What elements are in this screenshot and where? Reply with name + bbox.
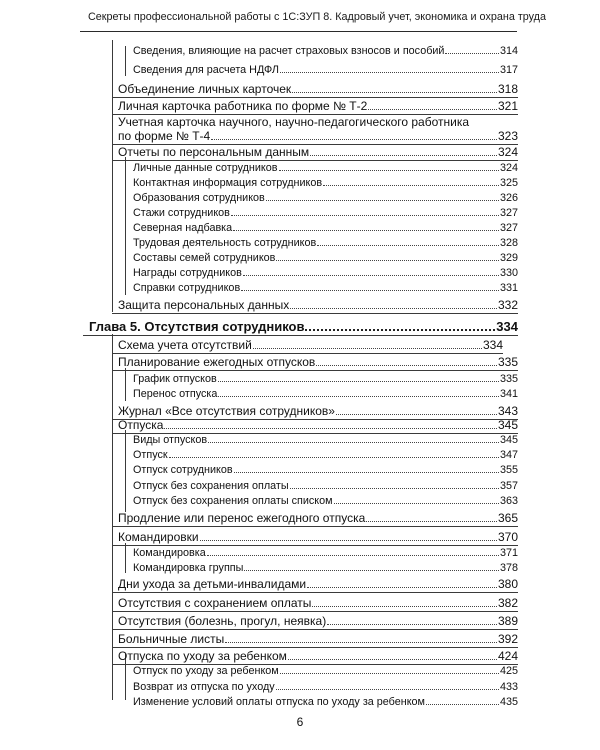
toc-entry-page: 326 bbox=[499, 192, 518, 204]
entry-underline bbox=[112, 592, 518, 593]
toc-entry[interactable] bbox=[133, 207, 518, 219]
toc-entry-title: Награды сотрудников bbox=[133, 267, 242, 279]
toc-entry-title: Больничные листы bbox=[118, 632, 225, 646]
toc-entry-page: 425 bbox=[499, 665, 518, 677]
toc-entry-page: 324 bbox=[497, 145, 518, 159]
dot-leader bbox=[243, 275, 499, 276]
toc-entry-page: 321 bbox=[497, 99, 518, 113]
dot-leader bbox=[208, 442, 499, 443]
toc-entry-title: Справки сотрудников bbox=[133, 282, 241, 294]
toc-entry[interactable] bbox=[133, 192, 518, 204]
dot-leader bbox=[234, 472, 499, 473]
dot-leader bbox=[233, 230, 499, 231]
dot-leader bbox=[211, 139, 497, 140]
subsection-bracket-line bbox=[125, 543, 126, 573]
dot-leader bbox=[169, 457, 499, 458]
toc-entry-page: 424 bbox=[497, 649, 518, 663]
toc-entry[interactable] bbox=[118, 298, 518, 312]
toc-entry[interactable] bbox=[118, 99, 518, 113]
toc-entry-title: Планирование ежегодных отпусков bbox=[118, 355, 316, 369]
toc-entry[interactable] bbox=[133, 434, 518, 446]
dot-leader bbox=[327, 624, 497, 625]
dot-leader bbox=[253, 348, 482, 349]
toc-entry-title-continued: по форме № Т-4 bbox=[118, 129, 211, 143]
toc-entry-page: 433 bbox=[499, 681, 518, 693]
toc-entry-title: Продление или перенос ежегодного отпуска bbox=[118, 511, 366, 525]
toc-entry[interactable] bbox=[133, 282, 518, 294]
toc-entry-page: 335 bbox=[499, 373, 518, 385]
dot-leader bbox=[231, 215, 499, 216]
toc-entry-page: 355 bbox=[499, 464, 518, 476]
entry-underline bbox=[112, 629, 518, 630]
subsection-bracket-line bbox=[125, 46, 126, 76]
toc-entry[interactable] bbox=[133, 373, 518, 385]
toc-entry[interactable] bbox=[133, 177, 518, 189]
dot-leader bbox=[218, 396, 499, 397]
toc-entry-page: 365 bbox=[497, 511, 518, 525]
chapter-heading[interactable] bbox=[89, 319, 518, 334]
toc-entry[interactable] bbox=[118, 511, 518, 525]
toc-entry-title: Трудовая деятельность сотрудников bbox=[133, 237, 317, 249]
entry-underline bbox=[112, 97, 518, 98]
toc-entry-page: 331 bbox=[499, 282, 518, 294]
toc-entry-title: Северная надбавка bbox=[133, 222, 233, 234]
subsection-bracket-line bbox=[125, 157, 126, 295]
toc-entry-title: Отпуск без сохранения оплаты списком bbox=[133, 495, 333, 507]
toc-entry[interactable] bbox=[118, 145, 518, 159]
toc-entry[interactable] bbox=[133, 665, 518, 677]
toc-entry-title: Отпуск сотрудников bbox=[133, 464, 233, 476]
toc-entry-page: 327 bbox=[499, 222, 518, 234]
toc-entry-page: 435 bbox=[499, 696, 518, 708]
toc-entry-title: Отпуск без сохранения оплаты bbox=[133, 480, 289, 492]
running-header: Секреты профессиональной работы с 1С:ЗУП 8. Кадровый учет, экономика и охрана труда bbox=[88, 11, 546, 23]
entry-underline bbox=[112, 313, 518, 314]
toc-entry-page: 345 bbox=[499, 434, 518, 446]
dot-leader bbox=[290, 308, 497, 309]
toc-entry-page: 318 bbox=[497, 82, 518, 96]
toc-entry-title: Отпуск по уходу за ребенком bbox=[133, 665, 279, 677]
toc-entry[interactable] bbox=[133, 388, 518, 400]
toc-entry-page: 347 bbox=[499, 449, 518, 461]
dot-leader bbox=[244, 570, 499, 571]
toc-entry-title: Отсутствия с сохранением оплаты bbox=[118, 596, 312, 610]
entry-underline bbox=[112, 353, 503, 354]
toc-entry[interactable] bbox=[133, 222, 518, 234]
dot-leader bbox=[366, 521, 497, 522]
toc-entry-page: 327 bbox=[499, 207, 518, 219]
dot-leader bbox=[445, 53, 499, 54]
toc-entry-page: 325 bbox=[499, 177, 518, 189]
toc-entry-title: Возврат из отпуска по уходу bbox=[133, 681, 275, 693]
toc-entry-title: Командировки bbox=[118, 530, 199, 544]
toc-entry-title: Личная карточка работника по форме № Т-2 bbox=[118, 99, 368, 113]
toc-entry-title: Дни ухода за детьми-инвалидами bbox=[118, 577, 307, 591]
entry-underline bbox=[112, 545, 518, 546]
dot-leader bbox=[276, 689, 499, 690]
section-bracket-line bbox=[112, 334, 113, 700]
dot-leader bbox=[288, 659, 497, 660]
toc-entry[interactable] bbox=[118, 115, 518, 143]
toc-entry[interactable] bbox=[133, 464, 518, 476]
subsection-bracket-line bbox=[125, 368, 126, 401]
toc-entry-page: 341 bbox=[499, 388, 518, 400]
toc-entry-page: 332 bbox=[497, 298, 518, 312]
toc-entry[interactable] bbox=[133, 696, 518, 708]
toc-entry[interactable] bbox=[133, 495, 518, 507]
toc-entry-page: 380 bbox=[497, 577, 518, 591]
toc-entry-title: Перенос отпуска bbox=[133, 388, 218, 400]
dot-leader bbox=[323, 185, 499, 186]
toc-entry-title: Образования сотрудников bbox=[133, 192, 265, 204]
toc-entry[interactable] bbox=[118, 614, 518, 628]
toc-entry-title: Виды отпусков bbox=[133, 434, 208, 446]
toc-entry[interactable] bbox=[133, 252, 518, 264]
toc-entry-title: Стажи сотрудников bbox=[133, 207, 230, 219]
toc-entry-title: Командировка группы bbox=[133, 562, 244, 574]
toc-entry-continuation bbox=[118, 129, 518, 143]
dot-leader bbox=[292, 92, 497, 93]
dot-leader bbox=[279, 170, 499, 171]
toc-entry[interactable] bbox=[133, 480, 518, 492]
toc-entry-page: 345 bbox=[497, 418, 518, 432]
dot-leader bbox=[218, 381, 499, 382]
toc-entry[interactable] bbox=[133, 237, 518, 249]
dot-leader bbox=[280, 673, 499, 674]
toc-entry[interactable] bbox=[133, 64, 518, 76]
dot-leader bbox=[280, 72, 499, 73]
dot-leader bbox=[290, 488, 499, 489]
toc-entry-page: 329 bbox=[499, 252, 518, 264]
toc-entry-page: 335 bbox=[497, 355, 518, 369]
toc-entry[interactable] bbox=[133, 267, 518, 279]
toc-entry-title: Отпуска bbox=[118, 418, 164, 432]
entry-underline bbox=[112, 611, 518, 612]
toc-entry[interactable] bbox=[133, 562, 518, 574]
toc-entry[interactable] bbox=[133, 45, 518, 57]
dot-leader bbox=[312, 606, 497, 607]
toc-entry[interactable] bbox=[118, 404, 518, 418]
toc-entry-page: 357 bbox=[499, 480, 518, 492]
toc-entry[interactable] bbox=[118, 577, 518, 591]
toc-entry-page: 371 bbox=[499, 547, 518, 559]
toc-entry-title: Личные данные сотрудников bbox=[133, 162, 278, 174]
toc-entry-page: 314 bbox=[499, 45, 518, 57]
toc-entry-page: 382 bbox=[497, 596, 518, 610]
entry-underline bbox=[112, 160, 518, 161]
toc-entry-title: Защита персональных данных bbox=[118, 298, 290, 312]
toc-entry[interactable] bbox=[118, 596, 518, 610]
toc-entry[interactable] bbox=[133, 681, 518, 693]
toc-entry-page: 323 bbox=[497, 129, 518, 143]
dot-leader bbox=[336, 414, 497, 415]
subsection-bracket-line bbox=[125, 430, 126, 512]
toc-entry-title: Отсутствия (болезнь, прогул, неявка) bbox=[118, 614, 327, 628]
dot-leader bbox=[164, 428, 497, 429]
entry-underline bbox=[112, 526, 518, 527]
toc-entry-title: Объединение личных карточек bbox=[118, 82, 292, 96]
dot-leader bbox=[368, 109, 497, 110]
toc-entry-page: 392 bbox=[497, 632, 518, 646]
toc-entry-page: 363 bbox=[499, 495, 518, 507]
chapter-page: 334 bbox=[496, 319, 518, 334]
dot-leader bbox=[200, 540, 497, 541]
dot-leader bbox=[276, 260, 499, 261]
toc-entry[interactable] bbox=[118, 649, 518, 663]
toc-entry-title: Отпуск bbox=[133, 449, 168, 461]
toc-entry-title: Составы семей сотрудников bbox=[133, 252, 276, 264]
dot-leader bbox=[207, 555, 499, 556]
section-bracket-line bbox=[112, 40, 113, 312]
toc-entry-page: 378 bbox=[499, 562, 518, 574]
toc-entry[interactable] bbox=[118, 82, 518, 96]
toc-entry-title: Сведения для расчета НДФЛ bbox=[133, 64, 279, 76]
toc-entry[interactable] bbox=[118, 530, 518, 544]
toc-entry-title: Сведения, влияющие на расчет страховых взносов и пособий bbox=[133, 45, 445, 57]
toc-entry[interactable] bbox=[118, 338, 503, 352]
toc-entry-title: Изменение условий оплаты отпуска по уходу за ребенком bbox=[133, 696, 425, 708]
toc-entry-title: Схема учета отсутствий bbox=[118, 338, 252, 352]
dot-leader bbox=[334, 503, 499, 504]
toc-entry-title: Учетная карточка научного, научно-педагогического работника bbox=[118, 115, 470, 129]
dot-leader bbox=[310, 155, 497, 156]
toc-entry-page: 317 bbox=[499, 64, 518, 76]
toc-entry[interactable] bbox=[133, 162, 518, 174]
toc-entry-page: 324 bbox=[499, 162, 518, 174]
dot-leader bbox=[241, 290, 499, 291]
toc-entry-page: 370 bbox=[497, 530, 518, 544]
toc-entry-title: Отпуска по уходу за ребенком bbox=[118, 649, 287, 663]
toc-entry-title: Журнал «Все отсутствия сотрудников» bbox=[118, 404, 335, 418]
dot-leader bbox=[307, 587, 497, 588]
toc-entry-page: 330 bbox=[499, 267, 518, 279]
toc-entry[interactable] bbox=[118, 418, 518, 432]
dot-leader bbox=[426, 704, 499, 705]
toc-entry-page: 389 bbox=[497, 614, 518, 628]
entry-underline bbox=[83, 335, 518, 336]
toc-entry-title: Отчеты по персональным данным bbox=[118, 145, 310, 159]
toc-entry-title: График отпусков bbox=[133, 373, 217, 385]
toc-entry[interactable] bbox=[133, 547, 518, 559]
dot-leader bbox=[316, 365, 497, 366]
entry-underline bbox=[112, 370, 518, 371]
dot-leader bbox=[317, 245, 499, 246]
toc-entry-title: Командировка bbox=[133, 547, 206, 559]
dot-leader bbox=[225, 642, 497, 643]
toc-entry-title: Контактная информация сотрудников bbox=[133, 177, 323, 189]
toc-entry-page: 343 bbox=[497, 404, 518, 418]
toc-entry[interactable] bbox=[118, 355, 518, 369]
entry-underline bbox=[112, 647, 518, 648]
toc-entry-page: 334 bbox=[482, 338, 503, 352]
toc-entry[interactable] bbox=[133, 449, 518, 461]
toc-entry-page: 328 bbox=[499, 237, 518, 249]
page-number: 6 bbox=[296, 715, 304, 729]
dot-leader bbox=[266, 200, 499, 201]
toc-entry[interactable] bbox=[118, 632, 518, 646]
dot-leader bbox=[305, 329, 495, 331]
chapter-title: Глава 5. Отсутствия сотрудников bbox=[89, 319, 305, 334]
